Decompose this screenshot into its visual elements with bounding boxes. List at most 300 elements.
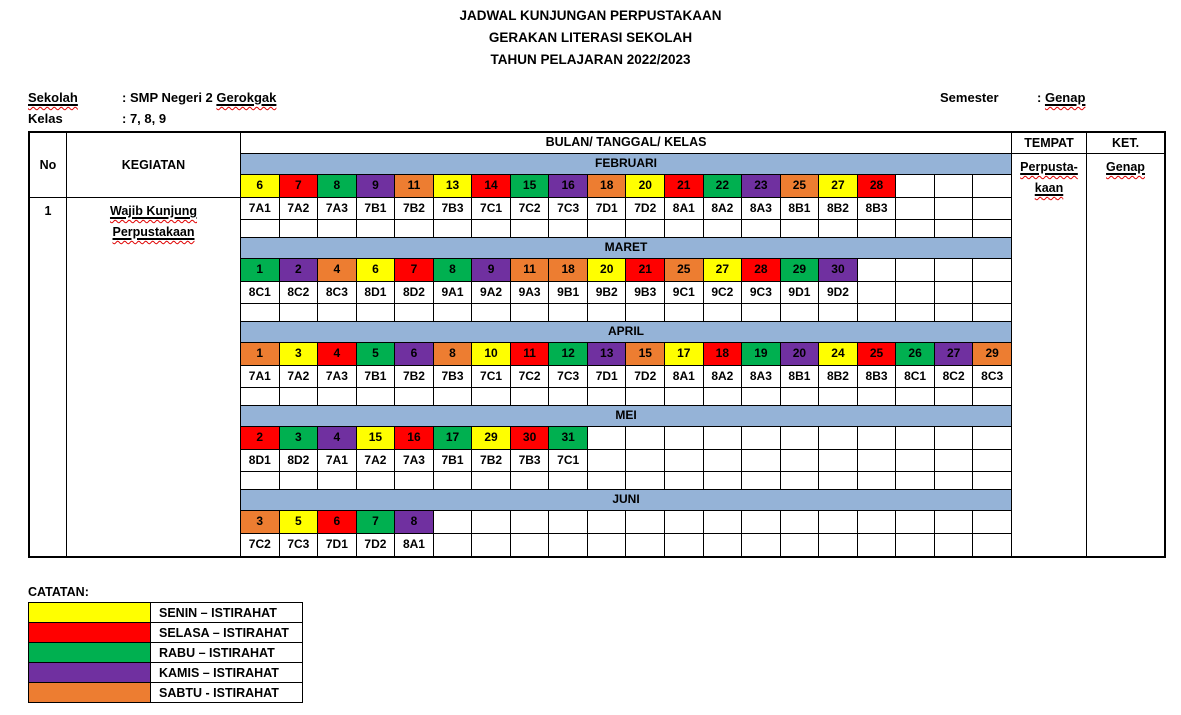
separator-cell — [395, 388, 434, 405]
date-cell-selasa: 2 — [241, 427, 280, 449]
separator-cell — [511, 472, 550, 489]
legend-swatch-senin — [29, 603, 151, 623]
separator-cell — [858, 220, 897, 237]
separator-cell — [472, 388, 511, 405]
title-line-2: GERAKAN LITERASI SEKOLAH — [488, 30, 693, 45]
date-cell-rabu: 26 — [896, 343, 935, 365]
separator-row — [241, 220, 1011, 238]
empty-date-cell — [935, 427, 974, 449]
date-cell-kamis: 8 — [395, 511, 434, 533]
empty-class-cell — [704, 450, 743, 471]
empty-class-cell — [665, 450, 704, 471]
class-cell: 7A1 — [318, 450, 357, 471]
class-cell: 7C2 — [511, 366, 550, 387]
class-cell: 7D2 — [357, 534, 396, 556]
empty-date-cell — [626, 427, 665, 449]
separator-cell — [781, 220, 820, 237]
separator-cell — [858, 472, 897, 489]
classes-row-mei — [241, 450, 1011, 472]
date-cell-senin: 20 — [626, 175, 665, 197]
date-cell-kamis: 20 — [781, 343, 820, 365]
date-cell-rabu: 7 — [357, 511, 396, 533]
class-cell: 8C3 — [981, 369, 1004, 383]
empty-date-cell — [973, 427, 1011, 449]
date-cell-sabtu: 18 — [588, 175, 627, 197]
date-cell-senin: 17 — [665, 343, 704, 365]
date-cell-kamis: 9 — [472, 259, 511, 281]
header-bulan-tanggal-kelas: BULAN/ TANGGAL/ KELAS — [241, 133, 1011, 154]
separator-cell — [626, 388, 665, 405]
empty-date-cell — [973, 511, 1011, 533]
empty-date-cell — [858, 511, 897, 533]
separator-cell — [704, 388, 743, 405]
class-cell: 9C3 — [742, 282, 781, 303]
class-cell: 8D1 — [241, 450, 280, 471]
empty-class-cell — [896, 450, 935, 471]
semester-label: Semester — [940, 90, 999, 105]
dates-row-februari — [241, 175, 1011, 198]
empty-date-cell — [858, 259, 897, 281]
legend-table — [28, 602, 303, 703]
column-kegiatan — [67, 133, 241, 556]
date-cell-senin: 13 — [434, 175, 473, 197]
classes-row-juni — [241, 534, 1011, 556]
date-cell-rabu: 8 — [318, 175, 357, 197]
class-cell: 7A1 — [241, 366, 280, 387]
header-ket: KET. — [1087, 133, 1164, 154]
column-month-grid — [241, 133, 1012, 556]
empty-date-cell — [781, 511, 820, 533]
month-header-juni: JUNI — [241, 490, 1011, 511]
class-cell: 9C1 — [665, 282, 704, 303]
classes-row-april — [241, 366, 1011, 388]
date-cell-senin: 3 — [280, 343, 319, 365]
legend-row-rabu — [29, 643, 303, 663]
title-line-1: JADWAL KUNJUNGAN PERPUSTAKAAN — [459, 8, 722, 23]
document-title — [0, 5, 1181, 71]
separator-cell — [896, 388, 935, 405]
legend-label-kamis: KAMIS – ISTIRAHAT — [151, 663, 303, 683]
separator-cell — [357, 220, 396, 237]
date-cell-rabu: 8 — [434, 259, 473, 281]
empty-class-cell — [858, 450, 897, 471]
class-cell: 7C2 — [241, 534, 280, 556]
date-cell-rabu: 15 — [511, 175, 550, 197]
separator-cell — [935, 304, 974, 321]
class-cell: 8A1 — [395, 534, 434, 556]
column-ket — [1087, 133, 1164, 556]
separator-cell — [588, 304, 627, 321]
class-cell: 7B2 — [395, 366, 434, 387]
separator-cell — [819, 388, 858, 405]
separator-cell — [241, 388, 280, 405]
legend-label-rabu: RABU – ISTIRAHAT — [151, 643, 303, 663]
separator-cell — [665, 472, 704, 489]
empty-class-cell — [896, 282, 935, 303]
separator-cell — [280, 388, 319, 405]
date-cell-sabtu: 18 — [549, 259, 588, 281]
separator-cell — [472, 472, 511, 489]
empty-date-cell — [665, 511, 704, 533]
separator-cell — [704, 220, 743, 237]
separator-cell — [434, 388, 473, 405]
date-cell-senin: 5 — [280, 511, 319, 533]
legend-label-sabtu: SABTU - ISTIRAHAT — [151, 683, 303, 703]
semester-value: : Genap — [1037, 90, 1086, 105]
empty-date-cell — [434, 511, 473, 533]
class-cell: 7C2 — [511, 198, 550, 219]
empty-date-cell — [626, 511, 665, 533]
tempat-line-2: kaan — [1034, 181, 1064, 195]
class-cell: 7B1 — [434, 450, 473, 471]
empty-date-cell — [935, 511, 974, 533]
date-cell-kamis: 9 — [357, 175, 396, 197]
class-cell: 8C1 — [896, 366, 935, 387]
empty-class-cell — [935, 282, 974, 303]
class-cell: 7D1 — [318, 534, 357, 556]
separator-cell — [896, 304, 935, 321]
class-cell: 9D2 — [819, 282, 858, 303]
class-cell: 7A2 — [357, 450, 396, 471]
month-block-maret — [241, 238, 1011, 322]
class-cell: 8B3 — [858, 198, 897, 219]
separator-cell — [549, 388, 588, 405]
classes-row-februari — [241, 198, 1011, 220]
separator-cell — [511, 304, 550, 321]
class-cell: 9A1 — [434, 282, 473, 303]
row-number: 1 — [44, 204, 52, 218]
class-cell: 7D1 — [588, 198, 627, 219]
empty-class-cell — [626, 450, 665, 471]
date-cell-selasa: 28 — [858, 175, 897, 197]
class-cell: 8D2 — [395, 282, 434, 303]
class-cell: 7B1 — [357, 198, 396, 219]
empty-class-cell — [511, 534, 550, 556]
date-cell-rabu: 29 — [781, 259, 820, 281]
legend-row-selasa — [29, 623, 303, 643]
date-cell-selasa: 25 — [858, 343, 897, 365]
date-cell-sabtu: 15 — [626, 343, 665, 365]
separator-cell — [588, 472, 627, 489]
separator-cell — [819, 220, 858, 237]
empty-class-cell — [742, 534, 781, 556]
date-cell-kamis: 16 — [549, 175, 588, 197]
separator-cell — [318, 472, 357, 489]
class-cell: 8B1 — [781, 198, 820, 219]
legend — [28, 585, 303, 703]
header-kegiatan: KEGIATAN — [67, 133, 240, 198]
empty-date-cell — [665, 427, 704, 449]
legend-row-sabtu — [29, 683, 303, 703]
class-cell: 7C3 — [549, 198, 588, 219]
date-cell-senin: 27 — [819, 175, 858, 197]
separator-cell — [742, 472, 781, 489]
separator-cell — [626, 472, 665, 489]
separator-cell — [973, 388, 1011, 405]
class-cell: 7A2 — [280, 198, 319, 219]
separator-cell — [665, 388, 704, 405]
empty-class-cell — [858, 282, 897, 303]
empty-date-cell — [588, 427, 627, 449]
kegiatan-line-1: Wajib Kunjung — [109, 204, 198, 218]
empty-class-cell — [588, 534, 627, 556]
separator-cell — [357, 388, 396, 405]
date-cell-sabtu: 11 — [395, 175, 434, 197]
date-cell-kamis: 23 — [742, 175, 781, 197]
separator-cell — [318, 388, 357, 405]
class-cell: 7C1 — [549, 450, 588, 471]
class-cell: 7A3 — [318, 198, 357, 219]
empty-date-cell — [819, 511, 858, 533]
month-block-juni — [241, 490, 1011, 556]
date-cell-senin: 27 — [704, 259, 743, 281]
date-cell-sabtu: 25 — [781, 175, 820, 197]
class-cell: 7B2 — [395, 198, 434, 219]
empty-date-cell — [896, 427, 935, 449]
date-cell-sabtu: 1 — [241, 343, 280, 365]
class-cell: 8B2 — [819, 366, 858, 387]
empty-class-cell — [665, 534, 704, 556]
separator-cell — [511, 220, 550, 237]
date-cell-kamis: 27 — [935, 343, 974, 365]
class-cell: 8A3 — [742, 198, 781, 219]
date-cell-senin: 10 — [472, 343, 511, 365]
empty-date-cell — [588, 511, 627, 533]
empty-date-cell — [742, 427, 781, 449]
empty-class-cell — [588, 450, 627, 471]
class-cell: 7B3 — [434, 366, 473, 387]
empty-date-cell — [896, 175, 935, 197]
separator-cell — [395, 220, 434, 237]
date-cell-rabu: 19 — [742, 343, 781, 365]
separator-cell — [395, 472, 434, 489]
date-cell-senin: 29 — [472, 427, 511, 449]
separator-row — [241, 472, 1011, 490]
separator-cell — [434, 472, 473, 489]
date-cell-sabtu: 29 — [973, 343, 1011, 365]
class-cell: 7A2 — [280, 366, 319, 387]
date-cell-selasa: 16 — [395, 427, 434, 449]
legend-swatch-kamis — [29, 663, 151, 683]
separator-cell — [819, 304, 858, 321]
legend-swatch-selasa — [29, 623, 151, 643]
empty-date-cell — [742, 511, 781, 533]
empty-class-cell — [858, 534, 897, 556]
empty-date-cell — [704, 511, 743, 533]
dates-row-maret — [241, 259, 1011, 282]
legend-label-senin: SENIN – ISTIRAHAT — [151, 603, 303, 623]
empty-date-cell — [549, 511, 588, 533]
kegiatan-line-2: Perpustakaan — [112, 225, 195, 239]
date-cell-selasa: 6 — [318, 511, 357, 533]
separator-cell — [742, 304, 781, 321]
class-cell: 7A3 — [318, 366, 357, 387]
dates-row-april — [241, 343, 1011, 366]
empty-class-cell — [704, 534, 743, 556]
empty-date-cell — [973, 259, 1011, 281]
empty-class-cell — [973, 450, 1011, 471]
empty-class-cell — [626, 534, 665, 556]
month-block-april — [241, 322, 1011, 406]
separator-cell — [935, 388, 974, 405]
separator-cell — [434, 220, 473, 237]
month-header-april: APRIL — [241, 322, 1011, 343]
empty-class-cell — [896, 198, 935, 219]
empty-class-cell — [742, 450, 781, 471]
date-cell-rabu: 3 — [280, 427, 319, 449]
date-cell-kamis: 6 — [395, 343, 434, 365]
class-cell: 7D2 — [626, 366, 665, 387]
class-cell: 8A2 — [704, 366, 743, 387]
class-cell: 8C2 — [280, 282, 319, 303]
separator-cell — [973, 304, 1011, 321]
date-cell-senin: 6 — [357, 259, 396, 281]
legend-label-selasa: SELASA – ISTIRAHAT — [151, 623, 303, 643]
separator-cell — [665, 304, 704, 321]
separator-cell — [357, 472, 396, 489]
separator-cell — [781, 472, 820, 489]
empty-class-cell — [935, 450, 974, 471]
date-cell-selasa: 21 — [626, 259, 665, 281]
class-cell: 7C3 — [549, 366, 588, 387]
empty-class-cell — [819, 450, 858, 471]
class-cell: 9A2 — [472, 282, 511, 303]
separator-cell — [973, 472, 1011, 489]
month-block-februari — [241, 154, 1011, 238]
class-cell: 7C1 — [472, 198, 511, 219]
separator-cell — [357, 304, 396, 321]
class-cell: 8C2 — [935, 366, 974, 387]
month-header-februari: FEBRUARI — [241, 154, 1011, 175]
class-cell: 7A3 — [395, 450, 434, 471]
class-cell: 9A3 — [511, 282, 550, 303]
empty-class-cell — [549, 534, 588, 556]
class-value: : 7, 8, 9 — [122, 111, 167, 126]
class-cell: 7D1 — [588, 366, 627, 387]
tempat-line-1: Perpusta- — [1020, 160, 1078, 174]
separator-cell — [318, 220, 357, 237]
school-value: : SMP Negeri 2 Gerokgak — [122, 90, 277, 105]
class-cell: 9B3 — [626, 282, 665, 303]
separator-cell — [549, 220, 588, 237]
date-cell-senin: 24 — [819, 343, 858, 365]
empty-class-cell — [935, 198, 974, 219]
class-cell: 9B2 — [588, 282, 627, 303]
legend-title: CATATAN: — [28, 585, 89, 599]
empty-date-cell — [935, 175, 974, 197]
date-cell-selasa: 11 — [511, 343, 550, 365]
date-cell-kamis: 2 — [280, 259, 319, 281]
class-cell: 9B1 — [549, 282, 588, 303]
separator-cell — [549, 472, 588, 489]
empty-class-cell — [472, 534, 511, 556]
title-line-3: TAHUN PELAJARAN 2022/2023 — [490, 52, 691, 67]
date-cell-kamis: 30 — [819, 259, 858, 281]
separator-cell — [781, 304, 820, 321]
school-label: Sekolah — [28, 90, 78, 105]
empty-class-cell — [973, 198, 1011, 219]
separator-cell — [704, 472, 743, 489]
date-cell-sabtu: 3 — [241, 511, 280, 533]
legend-swatch-rabu — [29, 643, 151, 663]
class-cell: 7D2 — [626, 198, 665, 219]
date-cell-selasa: 21 — [665, 175, 704, 197]
empty-class-cell — [973, 534, 1011, 556]
empty-date-cell — [781, 427, 820, 449]
separator-cell — [241, 220, 280, 237]
date-cell-rabu: 22 — [704, 175, 743, 197]
classes-row-maret — [241, 282, 1011, 304]
month-block-mei — [241, 406, 1011, 490]
date-cell-selasa: 7 — [395, 259, 434, 281]
month-blocks — [241, 154, 1011, 556]
empty-date-cell — [704, 427, 743, 449]
date-cell-selasa: 18 — [704, 343, 743, 365]
date-cell-senin: 6 — [241, 175, 280, 197]
class-cell: 9D1 — [781, 282, 820, 303]
empty-date-cell — [858, 427, 897, 449]
legend-row-kamis — [29, 663, 303, 683]
separator-cell — [858, 388, 897, 405]
separator-cell — [858, 304, 897, 321]
date-cell-rabu: 1 — [241, 259, 280, 281]
column-tempat — [1012, 133, 1087, 556]
separator-cell — [472, 304, 511, 321]
column-no — [30, 133, 67, 556]
separator-cell — [280, 472, 319, 489]
class-cell: 7B3 — [511, 450, 550, 471]
empty-date-cell — [472, 511, 511, 533]
class-cell: 8A3 — [742, 366, 781, 387]
month-header-mei: MEI — [241, 406, 1011, 427]
class-cell: 8B3 — [858, 366, 897, 387]
class-cell: 8D2 — [280, 450, 319, 471]
empty-date-cell — [973, 175, 1011, 197]
empty-date-cell — [819, 427, 858, 449]
month-header-maret: MARET — [241, 238, 1011, 259]
date-cell-sabtu: 25 — [665, 259, 704, 281]
separator-row — [241, 304, 1011, 322]
date-cell-rabu: 17 — [434, 427, 473, 449]
separator-cell — [395, 304, 434, 321]
date-cell-selasa: 4 — [318, 343, 357, 365]
date-cell-rabu: 31 — [549, 427, 588, 449]
separator-cell — [241, 472, 280, 489]
separator-cell — [241, 304, 280, 321]
ket-value: Genap — [1106, 160, 1145, 174]
separator-cell — [626, 304, 665, 321]
class-cell: 8B2 — [819, 198, 858, 219]
legend-row-senin — [29, 603, 303, 623]
date-cell-selasa: 7 — [280, 175, 319, 197]
separator-cell — [434, 304, 473, 321]
separator-cell — [665, 220, 704, 237]
separator-cell — [318, 304, 357, 321]
class-cell: 8B1 — [781, 366, 820, 387]
class-cell: 8A1 — [665, 366, 704, 387]
header-no: No — [30, 133, 66, 198]
empty-date-cell — [896, 511, 935, 533]
separator-cell — [280, 304, 319, 321]
schedule-table — [28, 131, 1166, 558]
separator-cell — [819, 472, 858, 489]
class-cell: 7B2 — [472, 450, 511, 471]
date-cell-kamis: 4 — [318, 427, 357, 449]
empty-class-cell — [781, 534, 820, 556]
date-cell-sabtu: 4 — [318, 259, 357, 281]
empty-class-cell — [434, 534, 473, 556]
tempat-value — [1012, 154, 1086, 556]
